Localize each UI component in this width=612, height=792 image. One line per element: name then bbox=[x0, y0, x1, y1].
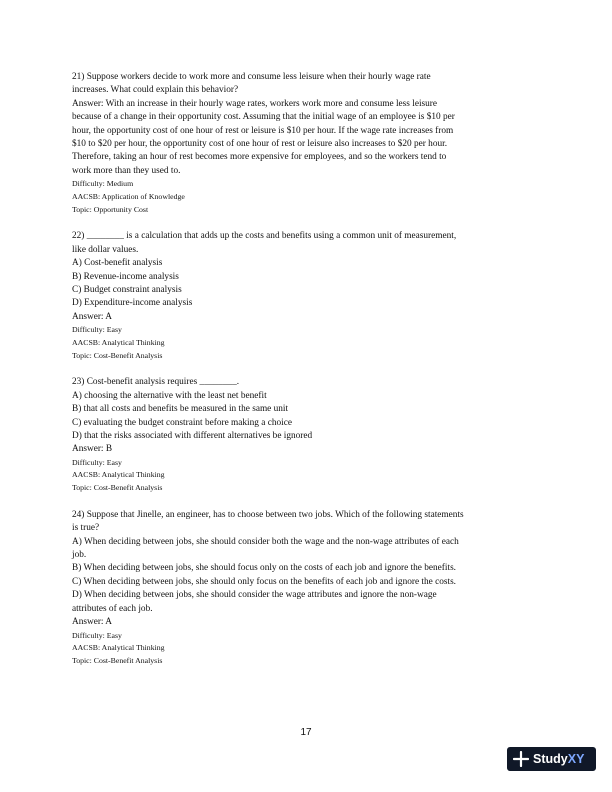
choice-b: B) Revenue-income analysis bbox=[72, 271, 179, 282]
choice-a: job. bbox=[72, 550, 87, 561]
choice-b: B) When deciding between jobs, she should focus only on the costs of each job and ignore the benefits. bbox=[72, 563, 457, 574]
answer-line: Answer: With an increase in their hourly wage rates, workers work more and consume less leisure bbox=[72, 98, 438, 109]
question-line: is true? bbox=[72, 523, 100, 534]
question-line: 23) Cost-benefit analysis requires ________. bbox=[72, 377, 240, 388]
answer-line: Answer: B bbox=[72, 444, 113, 455]
plus-icon bbox=[513, 751, 529, 767]
answer-line: Answer: A bbox=[72, 311, 113, 322]
aacsb: AACSB: Analytical Thinking bbox=[72, 470, 165, 480]
question-line: increases. What could explain this behavior? bbox=[72, 85, 239, 96]
aacsb: AACSB: Application of Knowledge bbox=[72, 191, 185, 201]
choice-a: A) When deciding between jobs, she should consider both the wage and the non-wage attributes of each bbox=[72, 536, 459, 547]
difficulty: Difficulty: Easy bbox=[72, 630, 122, 640]
answer-line: Answer: A bbox=[72, 617, 113, 628]
question-line: like dollar values. bbox=[72, 244, 139, 255]
difficulty: Difficulty: Easy bbox=[72, 457, 122, 467]
question-24 bbox=[72, 509, 542, 668]
choice-c: C) evaluating the budget constraint before making a choice bbox=[72, 417, 292, 428]
choice-a: A) Cost-benefit analysis bbox=[72, 258, 163, 269]
choice-d: D) that the risks associated with different alternatives be ignored bbox=[72, 430, 313, 441]
topic: Topic: Cost-Benefit Analysis bbox=[72, 655, 163, 665]
choice-d: D) Expenditure-income analysis bbox=[72, 298, 193, 309]
topic: Topic: Opportunity Cost bbox=[72, 204, 149, 214]
choice-d: D) When deciding between jobs, she should consider the wage attributes and ignore the non-wage bbox=[72, 590, 437, 601]
difficulty: Difficulty: Easy bbox=[72, 325, 122, 335]
answer-line: $10 to $20 per hour, the opportunity cost of one hour of rest or leisure also increases to $20 per hour. bbox=[72, 139, 448, 150]
answer-line: hour, the opportunity cost of one hour of rest or leisure is $10 per hour. If the wage rate increases from bbox=[72, 125, 454, 136]
choice-b: B) that all costs and benefits be measured in the same unit bbox=[72, 404, 289, 415]
aacsb: AACSB: Analytical Thinking bbox=[72, 643, 165, 653]
difficulty: Difficulty: Medium bbox=[72, 179, 134, 189]
question-line: 22) ________ is a calculation that adds up the costs and benefits using a common unit of measurement, bbox=[72, 231, 457, 242]
question-21 bbox=[72, 71, 542, 216]
page-number: 17 bbox=[300, 727, 312, 738]
topic: Topic: Cost-Benefit Analysis bbox=[72, 350, 163, 360]
choice-d: attributes of each job. bbox=[72, 603, 153, 614]
studyxy-badge[interactable] bbox=[507, 747, 596, 771]
question-line: 21) Suppose workers decide to work more and consume less leisure when their hourly wage rate bbox=[72, 72, 431, 82]
document-body bbox=[72, 71, 542, 682]
topic: Topic: Cost-Benefit Analysis bbox=[72, 483, 163, 493]
question-line: 24) Suppose that Jinelle, an engineer, has to choose between two jobs. Which of the following statements bbox=[72, 509, 464, 520]
question-22 bbox=[72, 230, 542, 362]
answer-line: because of a change in their opportunity cost. Assuming that the initial wage of an employee is $10 per bbox=[72, 112, 455, 123]
aacsb: AACSB: Analytical Thinking bbox=[72, 337, 165, 347]
question-23 bbox=[72, 376, 542, 495]
choice-c: C) When deciding between jobs, she should only focus on the benefits of each job and ignore the costs. bbox=[72, 576, 457, 587]
answer-line: Therefore, taking an hour of rest becomes more expensive for employees, and so the workers tend to bbox=[72, 152, 447, 163]
answer-line: work more than they used to. bbox=[72, 165, 181, 176]
choice-a: A) choosing the alternative with the least net benefit bbox=[72, 390, 267, 401]
badge-text: Study bbox=[533, 752, 568, 766]
badge-text-accent: XY bbox=[567, 752, 585, 766]
choice-c: C) Budget constraint analysis bbox=[72, 284, 182, 295]
